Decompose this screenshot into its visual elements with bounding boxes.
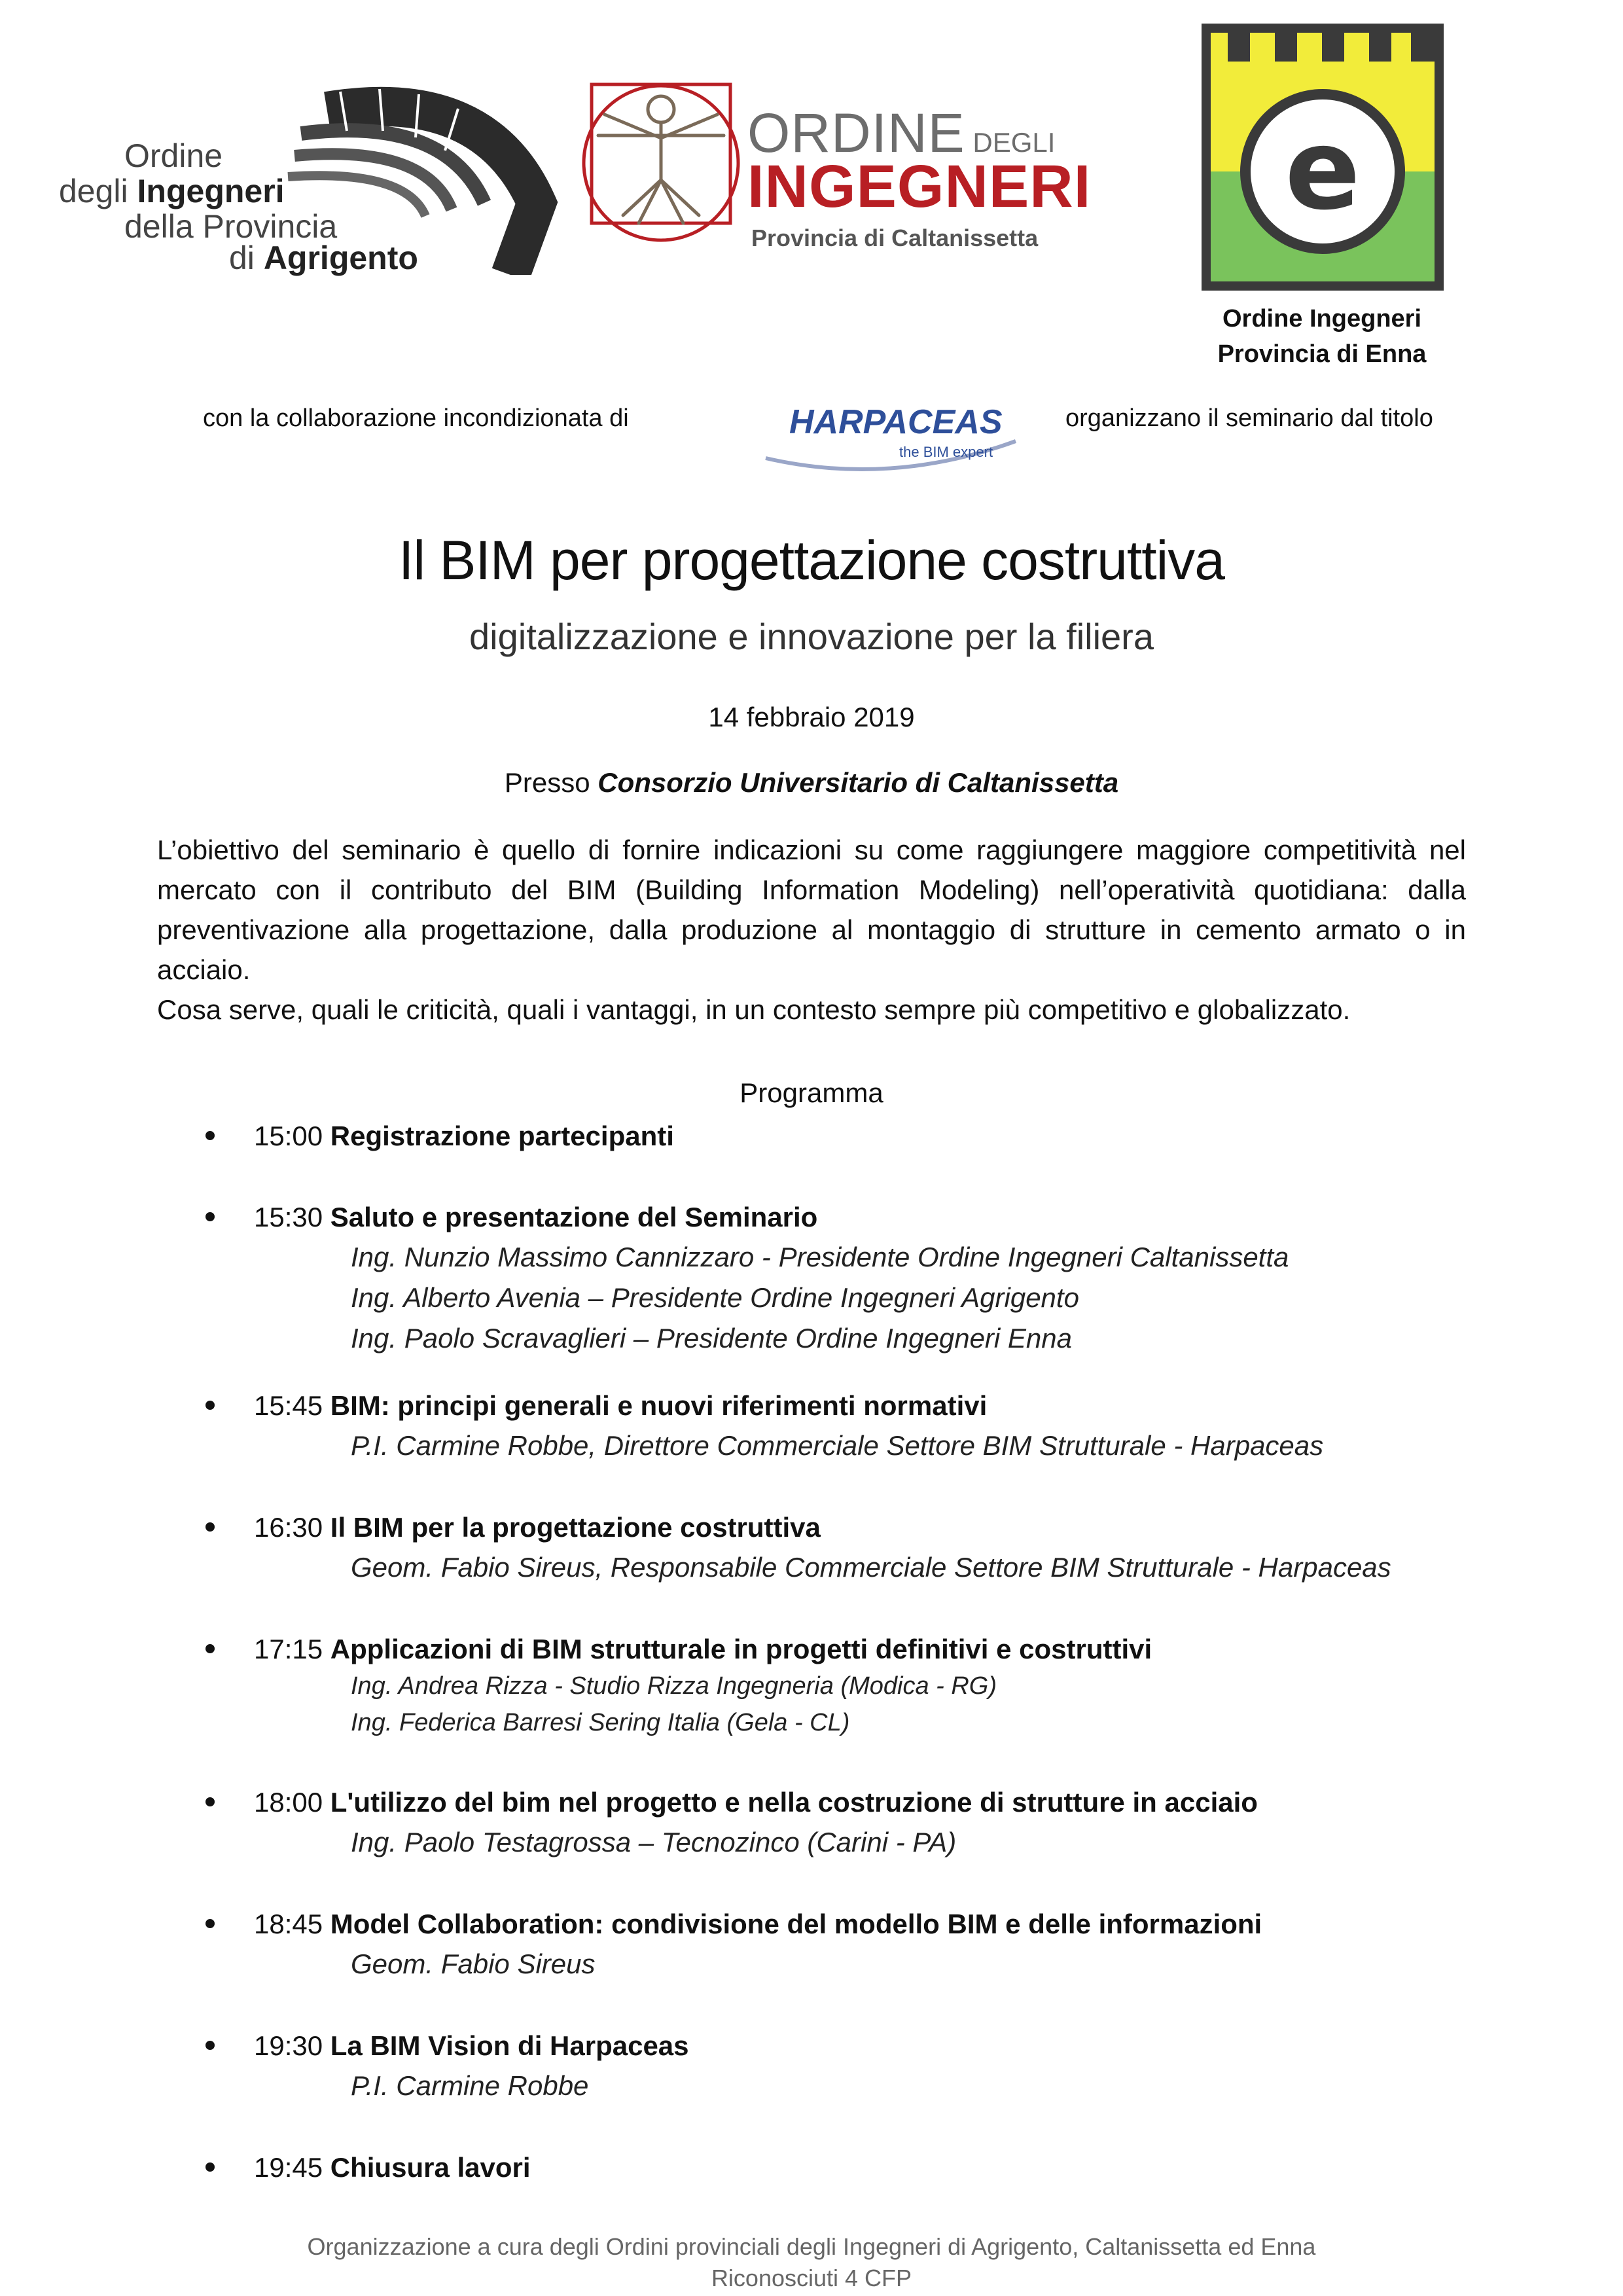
- logo-ordine-enna: [1202, 24, 1444, 291]
- caltanissetta-ingegneri-text: INGEGNERI: [747, 153, 1092, 220]
- program-time: 18:00: [254, 1787, 330, 1818]
- enna-letter: e: [1285, 105, 1361, 235]
- bullet-icon: [205, 1401, 215, 1410]
- logo-harpaceas: [759, 395, 1021, 487]
- bullet-icon: [205, 2041, 215, 2050]
- program-title: Programma: [740, 1077, 883, 1108]
- program-item-title: BIM: principi generali e nuovi riferimenti normativi: [330, 1390, 988, 1421]
- program-item-title: Saluto e presentazione del Seminario: [330, 1202, 818, 1232]
- program-item-title: Model Collaboration: condivisione del modello BIM e delle informazioni: [330, 1909, 1262, 1939]
- program-time: 19:45: [254, 2152, 330, 2183]
- program-item-heading: [254, 2148, 531, 2187]
- program-time: 19:30: [254, 2030, 330, 2061]
- intro-text: [157, 830, 1466, 1030]
- bullet-icon: [205, 1644, 215, 1653]
- bullet-icon: [205, 1522, 215, 1532]
- program-item-heading: [254, 1630, 1152, 1669]
- seminar-title: Il BIM per progettazione costruttiva: [399, 529, 1224, 591]
- program-item-title: Applicazioni di BIM strutturale in progetti definitivi e costruttivi: [330, 1634, 1152, 1664]
- program-item-heading: [254, 1508, 821, 1547]
- logo-ordine-caltanissetta: [576, 75, 1092, 252]
- program-item-heading: [254, 1905, 1262, 1944]
- footer-organization: Organizzazione a cura degli Ordini provinciali degli Ingegneri di Agrigento, Caltanissetta ed Enna: [307, 2233, 1316, 2260]
- bullet-icon: [205, 1919, 215, 1928]
- program-speaker: P.I. Carmine Robbe: [351, 2070, 589, 2101]
- logo-ordine-agrigento: [52, 85, 524, 281]
- program-item-heading: [254, 1117, 674, 1156]
- program-time: 16:30: [254, 1512, 330, 1543]
- agrigento-line-3: della Provincia: [124, 208, 338, 245]
- harpaceas-name: HARPACEAS: [789, 403, 1003, 441]
- seminar-subtitle: digitalizzazione e innovazione per la filiera: [469, 616, 1154, 657]
- program-item-heading: [254, 1386, 987, 1426]
- program-item-title: L'utilizzo del bim nel progetto e nella costruzione di strutture in acciaio: [330, 1787, 1258, 1818]
- caltanissetta-provincia-text: Provincia di Caltanissetta: [751, 224, 1039, 251]
- harpaceas-tagline: the BIM expert: [899, 444, 993, 460]
- program-speaker: Ing. Federica Barresi Sering Italia (Gela - CL): [351, 1709, 850, 1736]
- program-speaker: Ing. Paolo Scravaglieri – Presidente Ordine Ingegneri Enna: [351, 1323, 1073, 1354]
- program-time: 18:45: [254, 1909, 330, 1939]
- program-time: 15:30: [254, 1202, 330, 1232]
- seminar-venue: Presso Consorzio Universitario di Caltanissetta: [504, 767, 1119, 798]
- program-item-title: Registrazione partecipanti: [330, 1121, 674, 1151]
- program-speaker: Geom. Fabio Sireus: [351, 1948, 596, 1979]
- venue-name: Consorzio Universitario di Caltanissetta: [597, 767, 1119, 798]
- caltanissetta-ordine-text: ORDINE DEGLI: [747, 102, 1056, 164]
- collab-left-text: con la collaborazione incondizionata di: [203, 404, 629, 432]
- program-time: 15:45: [254, 1390, 330, 1421]
- vitruvian-man-icon: [576, 75, 746, 252]
- program-time: 15:00: [254, 1121, 330, 1151]
- program-speaker: P.I. Carmine Robbe, Direttore Commerciale Settore BIM Strutturale - Harpaceas: [351, 1430, 1324, 1461]
- program-item-title: Chiusura lavori: [330, 2152, 531, 2183]
- agrigento-line-4: di Agrigento: [229, 240, 418, 276]
- agrigento-line-1: Ordine: [124, 137, 223, 174]
- enna-tower-icon: [1202, 24, 1444, 291]
- bullet-icon: [205, 1131, 215, 1140]
- agrigento-line-2: degli Ingegneri: [59, 173, 285, 209]
- program-time: 17:15: [254, 1634, 330, 1664]
- harpaceas-swoosh-icon: [759, 395, 1021, 487]
- seminar-date: 14 febbraio 2019: [708, 702, 915, 732]
- program-speaker: Ing. Alberto Avenia – Presidente Ordine Ingegneri Agrigento: [351, 1282, 1079, 1313]
- bullet-icon: [205, 2162, 215, 2172]
- program-speaker: Geom. Fabio Sireus, Responsabile Commerciale Settore BIM Strutturale - Harpaceas: [351, 1552, 1391, 1583]
- program-item-heading: [254, 1198, 817, 1237]
- enna-caption: [1165, 301, 1479, 372]
- intro-paragraph-1: L’obiettivo del seminario è quello di fornire indicazioni su come raggiungere maggiore competitività nel mercato con il contributo del BIM (Building Information Modeling) nell’operatività quotidiana: dalla preventivazione alla progettazione, dalla produzione al montaggio di strutture in cemento armato o in acciaio.: [157, 834, 1466, 985]
- program-speaker: Ing. Andrea Rizza - Studio Rizza Ingegneria (Modica - RG): [351, 1672, 997, 1700]
- bullet-icon: [205, 1212, 215, 1221]
- program-item-heading: [254, 1783, 1258, 1822]
- enna-caption-line-2: Provincia di Enna: [1217, 340, 1427, 368]
- collab-right-text: organizzano il seminario dal titolo: [1065, 404, 1433, 432]
- footer-cfp: Riconosciuti 4 CFP: [711, 2265, 912, 2291]
- program-item-title: La BIM Vision di Harpaceas: [330, 2030, 689, 2061]
- program-item-title: Il BIM per la progettazione costruttiva: [330, 1512, 821, 1543]
- enna-caption-line-1: Ordine Ingegneri: [1222, 305, 1422, 332]
- program-speaker: Ing. Nunzio Massimo Cannizzaro - Presidente Ordine Ingegneri Caltanissetta: [351, 1242, 1289, 1272]
- program-speaker: Ing. Paolo Testagrossa – Tecnozinco (Carini - PA): [351, 1827, 957, 1857]
- intro-paragraph-2: Cosa serve, quali le criticità, quali i vantaggi, in un contesto sempre più competitivo e globalizzato.: [157, 994, 1351, 1025]
- bullet-icon: [205, 1797, 215, 1806]
- program-item-heading: [254, 2026, 689, 2066]
